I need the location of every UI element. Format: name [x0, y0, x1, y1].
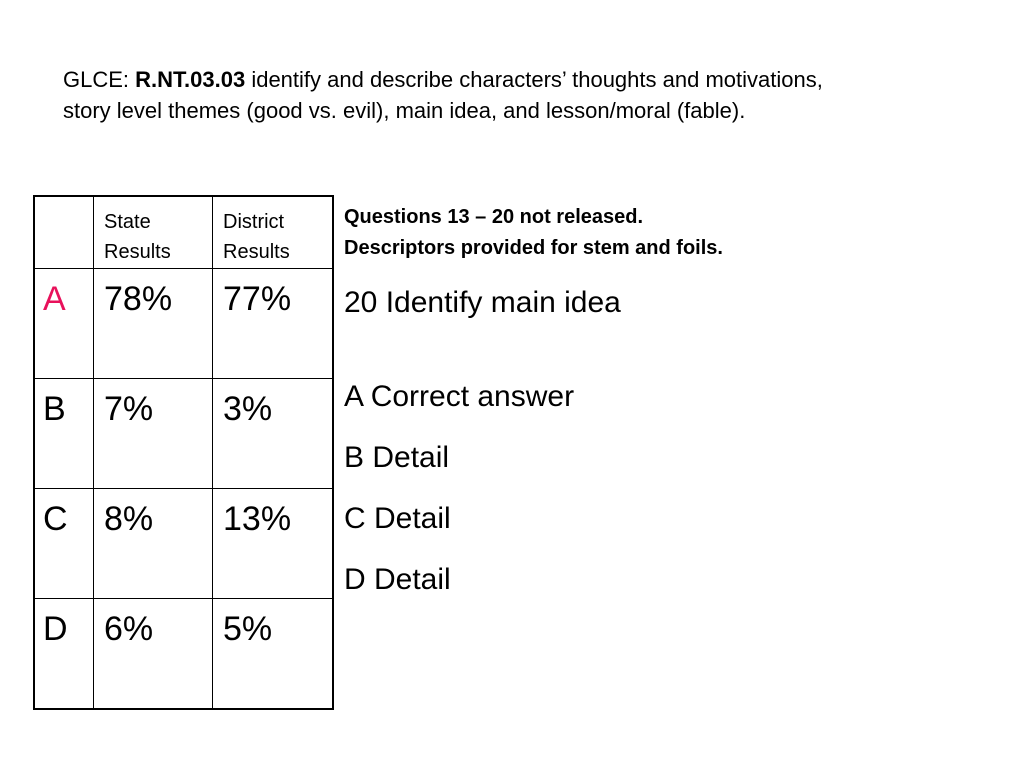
answer-letter: B [43, 390, 66, 428]
state-header-line2: Results [104, 241, 171, 263]
answer-letter-cell [34, 269, 94, 379]
district-results-header [213, 196, 334, 269]
state-result-cell [94, 269, 213, 379]
glce-header [63, 64, 983, 126]
table-row [34, 379, 333, 489]
state-results-header [94, 196, 213, 269]
district-result-cell [213, 379, 334, 489]
table-header-row [34, 196, 333, 269]
empty-header-cell [34, 196, 94, 269]
answer-letter-cell [34, 599, 94, 710]
glce-text-line2: story level themes (good vs. evil), main idea, and lesson/moral (fable). [63, 98, 746, 123]
district-result-cell [213, 269, 334, 379]
table-row [34, 489, 333, 599]
glce-prefix: GLCE: [63, 67, 136, 92]
district-header-line2: Results [223, 241, 290, 263]
glce-code: R.NT.03.03 [135, 67, 246, 92]
district-header-line1: District [223, 211, 285, 233]
district-result: 13% [223, 500, 292, 538]
district-result: 3% [223, 390, 273, 428]
question-notes [344, 202, 984, 622]
table-row [34, 269, 333, 379]
district-result: 77% [223, 280, 292, 318]
not-released-note: Questions 13 – 20 not released. [344, 206, 644, 228]
district-result: 5% [223, 610, 273, 648]
state-result-cell [94, 379, 213, 489]
state-result: 7% [104, 390, 154, 428]
district-result-cell [213, 489, 334, 599]
answer-descriptors [344, 378, 984, 599]
answer-descriptor-d: D Detail [344, 563, 451, 596]
state-result-cell [94, 599, 213, 710]
answer-descriptor-b: B Detail [344, 441, 450, 474]
state-result: 8% [104, 500, 154, 538]
state-header-line1: State [104, 211, 151, 233]
table-row [34, 599, 333, 710]
answer-letter: C [43, 500, 68, 538]
answer-letter: D [43, 610, 68, 648]
district-result-cell [213, 599, 334, 710]
state-result-cell [94, 489, 213, 599]
answer-letter-cell [34, 379, 94, 489]
results-table [33, 195, 334, 710]
answer-letter: A [43, 280, 66, 318]
answer-descriptor-c: C Detail [344, 502, 451, 535]
state-result: 6% [104, 610, 154, 648]
glce-text-line1: identify and describe characters’ thoughts and motivations, [245, 67, 823, 92]
answer-descriptor-a: A Correct answer [344, 380, 575, 413]
state-result: 78% [104, 280, 173, 318]
question-stem: 20 Identify main idea [344, 286, 621, 319]
descriptors-note: Descriptors provided for stem and foils. [344, 237, 723, 259]
answer-letter-cell [34, 489, 94, 599]
